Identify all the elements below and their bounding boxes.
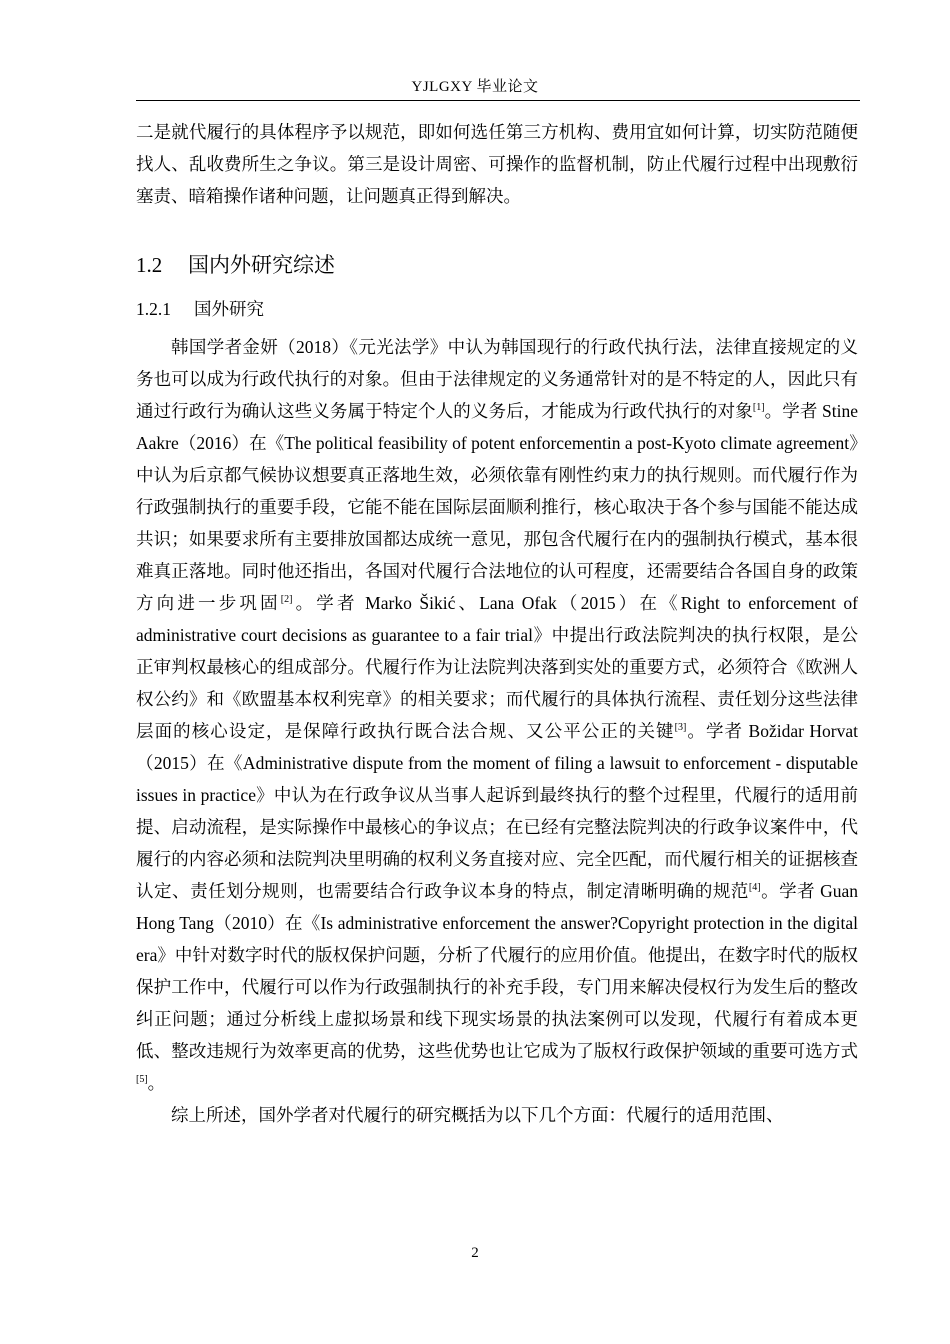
paragraph-text: 。 <box>147 1073 166 1093</box>
paragraph-text: 。学者 Guan Hong Tang（2010）在《Is administrative enforcement the answer?Copyright protection in the digital era》中针对数字时代的版权保护问题，分析了代履行的应用价值。他提出，在数字时代的版权保护工作中，代履行可以作为行政强制执行的补充手段，专门用来解决侵权行为发生后的整改纠正问题；通过分析线上虚拟场景和线下现实场景的执法案例可以发现，代履行有着成本更低、整改违规行为效率更高的优势，这些优势也让它成为了版权行政保护领域的重要可选方式 <box>136 881 859 1061</box>
section-heading <box>136 250 858 280</box>
paragraph-text: 韩国学者金妍（2018）《元光法学》中认为韩国现行的行政代执行法，法律直接规定的义务也可以成为行政代执行的对象。但由于法律规定的义务通常针对的是不特定的人，因此只有通过行政行为确认这些义务属于特定个人的义务后，才能成为行政代执行的对象 <box>136 337 858 421</box>
continuation-paragraph: 二是就代履行的具体程序予以规范，即如何选任第三方机构、费用宜如何计算，切实防范随便找人、乱收费所生之争议。第三是设计周密、可操作的监督机制，防止代履行过程中出现敷衍塞责、暗箱操作诸种问题，让问题真正得到解决。 <box>136 122 858 206</box>
section-title: 国内外研究综述 <box>188 253 335 277</box>
citation-ref: [2] <box>280 594 293 605</box>
citation-ref: [3] <box>674 722 687 733</box>
page-content <box>136 116 858 1131</box>
citation-ref: [5] <box>136 1074 148 1085</box>
paragraph-text: 。学者 Božidar Horvat（2015）在《Administrative dispute from the moment of filing a lawsuit to enforcement - disputable issues in practice》中认为在行政争议从当事人起诉到最终执行的整个过程里，代履行的适用前提、启动流程，是实际操作中最核心的争议点；在已经有完整法院判决的行政争议案件中，代履行的内容必须和法院判决里明确的权利义务直接对应、完全匹配，而代履行相关的证据核查认定、责任划分规则，也需要结合行政争议本身的特点，制定清晰明确的规范 <box>136 721 858 901</box>
citation-ref: [1] <box>752 402 765 413</box>
page-number: 2 <box>471 1245 479 1261</box>
paragraph-text: 。学者 Stine Aakre（2016）在《The political feasibility of potent enforcementin a post-Kyoto climate agreement》中认为后京都气候协议想要真正落地生效，必须依靠有刚性约束力的执行规则。而代履行作为行政强制执行的重要手段，它能不能在国际层面顺利推行，核心取决于各个参与国能不能达成共识；如果要求所有主要排放国都达成统一意见，那包含代履行在内的强制执行模式，基本很难真正落地。同时他还指出，各国对代履行合法地位的认可程度，还需要结合各国自身的政策方向进一步巩固 <box>136 401 859 613</box>
subsection-heading <box>136 294 858 325</box>
running-header: YJLGXY 毕业论文 <box>411 79 539 95</box>
citation-ref: [4] <box>748 882 761 893</box>
subsection-number: 1.2.1 <box>136 299 171 319</box>
header-divider <box>136 100 860 101</box>
subsection-title: 国外研究 <box>194 300 264 320</box>
section-number: 1.2 <box>136 253 163 277</box>
body-paragraph-foreign-research <box>136 331 858 1099</box>
summary-paragraph: 综上所述，国外学者对代履行的研究概括为以下几个方面：代履行的适用范围、 <box>171 1105 784 1125</box>
paragraph-text: 。学者 Marko Šikić、Lana Ofak（2015）在《Right to enforcement of administrative court decisions as guarantee to a fair trial》中提出行政法院判决的执行权限，是公正审判权最核心的组成部分。代履行作为让法院判决落到实处的重要方式，必须符合《欧洲人权公约》和《欧盟基本权利宪章》的相关要求；而代履行的具体执行流程、责任划分这些法律层面的核心设定，是保障行政执行既合法合规、又公平公正的关键 <box>136 593 858 741</box>
